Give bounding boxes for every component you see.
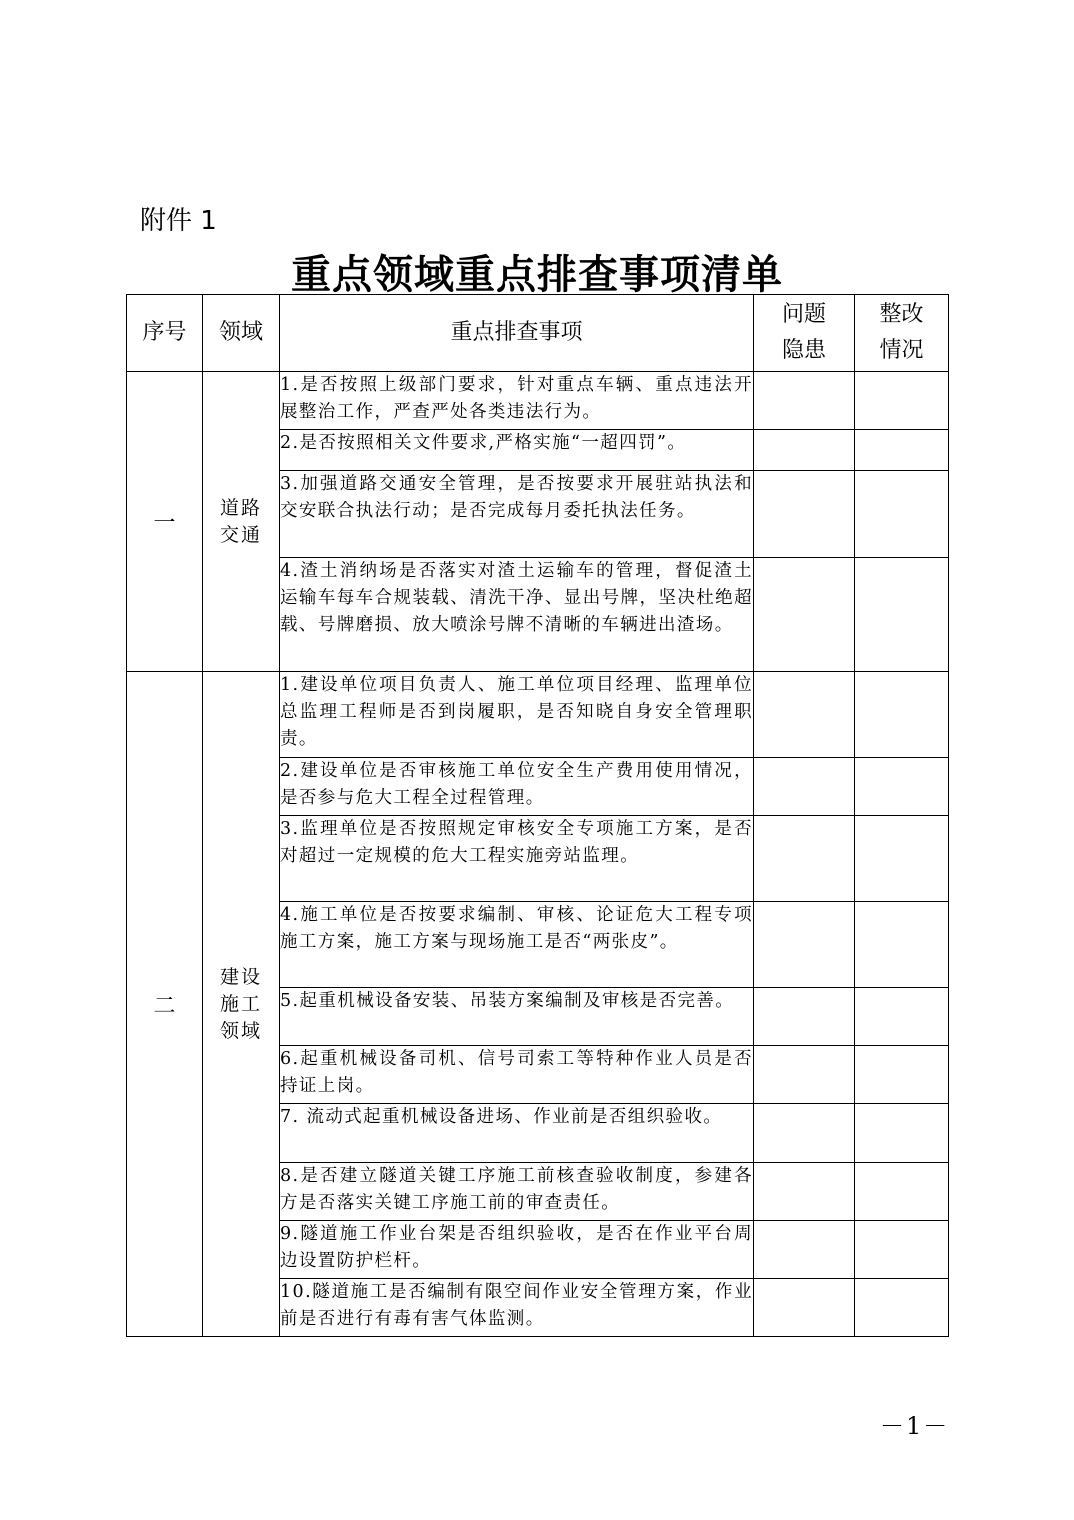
table-row [127,372,949,430]
check-item: 4.渣土消纳场是否落实对渣土运输车的管理，督促渣土运输车每车合规装载、清洗干净、显出号牌，坚决杜绝超载、号牌磨损、放大喷涂号牌不清晰的车辆进出渣场。 [280,558,754,672]
check-item: 1.建设单位项目负责人、施工单位项目经理、监理单位总监理工程师是否到岗履职，是否知晓自身安全管理职责。 [280,672,754,758]
rectification-cell[interactable] [855,1279,949,1337]
check-item: 1.是否按照上级部门要求，针对重点车辆、重点违法开展整治工作，严查严处各类违法行为。 [280,372,754,430]
domain-line: 交通 [219,523,262,546]
issue-cell[interactable] [754,988,855,1046]
header-index: 序号 [127,295,203,372]
header-domain: 领域 [203,295,280,372]
check-item: 8.是否建立隧道关键工序施工前核查验收制度，参建各方是否落实关键工序施工前的审查责任。 [280,1163,754,1221]
domain-line: 施工 [219,992,262,1015]
header-rect-line2: 情况 [879,338,924,363]
issue-cell[interactable] [754,372,855,430]
table-row [127,672,949,758]
header-rectification [855,295,949,372]
check-item: 3.监理单位是否按照规定审核安全专项施工方案，是否对超过一定规模的危大工程实施旁站监理。 [280,816,754,902]
check-item: 3.加强道路交通安全管理，是否按要求开展驻站执法和交安联合执法行动；是否完成每月委托执法任务。 [280,471,754,558]
issue-cell[interactable] [754,1046,855,1104]
issue-cell[interactable] [754,1104,855,1163]
check-item: 6.起重机械设备司机、信号司索工等特种作业人员是否持证上岗。 [280,1046,754,1104]
rectification-cell[interactable] [855,988,949,1046]
check-item: 7. 流动式起重机械设备进场、作业前是否组织验收。 [280,1104,754,1163]
page-number: －1－ [880,1412,950,1440]
attachment-label: 附件 1 [140,206,217,236]
rectification-cell[interactable] [855,1046,949,1104]
section-domain [203,672,280,1337]
domain-line: 建设 [219,965,262,988]
check-item: 10.隧道施工是否编制有限空间作业安全管理方案，作业前是否进行有毒有害气体监测。 [280,1279,754,1337]
section-index: 一 [127,372,203,672]
check-item: 4.施工单位是否按要求编制、审核、论证危大工程专项施工方案，施工方案与现场施工是否“两张皮”。 [280,902,754,988]
domain-line: 领域 [219,1019,262,1042]
header-issue-line1: 问题 [781,302,826,327]
issue-cell[interactable] [754,902,855,988]
section-domain [203,372,280,672]
check-item: 2.建设单位是否审核施工单位安全生产费用使用情况，是否参与危大工程全过程管理。 [280,758,754,816]
issue-cell[interactable] [754,558,855,672]
rectification-cell[interactable] [855,558,949,672]
section-index: 二 [127,672,203,1337]
issue-cell[interactable] [754,471,855,558]
check-item: 5.起重机械设备安装、吊装方案编制及审核是否完善。 [280,988,754,1046]
check-item: 2.是否按照相关文件要求,严格实施“一超四罚”。 [280,430,754,471]
rectification-cell[interactable] [855,372,949,430]
rectification-cell[interactable] [855,672,949,758]
domain-line: 道路 [219,496,262,519]
issue-cell[interactable] [754,1163,855,1221]
issue-cell[interactable] [754,1279,855,1337]
rectification-cell[interactable] [855,430,949,471]
rectification-cell[interactable] [855,902,949,988]
issue-cell[interactable] [754,816,855,902]
issue-cell[interactable] [754,758,855,816]
issue-cell[interactable] [754,672,855,758]
issue-cell[interactable] [754,1221,855,1279]
check-item: 9.隧道施工作业台架是否组织验收，是否在作业平台周边设置防护栏杆。 [280,1221,754,1279]
header-issue [754,295,855,372]
issue-cell[interactable] [754,430,855,471]
rectification-cell[interactable] [855,758,949,816]
header-item: 重点排查事项 [280,295,754,372]
header-row [127,295,949,372]
rectification-cell[interactable] [855,471,949,558]
header-issue-line2: 隐患 [781,338,826,363]
rectification-cell[interactable] [855,816,949,902]
rectification-cell[interactable] [855,1221,949,1279]
rectification-cell[interactable] [855,1163,949,1221]
inspection-list-table [126,294,949,1337]
document-title: 重点领域重点排查事项清单 [291,251,783,298]
rectification-cell[interactable] [855,1104,949,1163]
header-rect-line1: 整改 [879,302,924,327]
